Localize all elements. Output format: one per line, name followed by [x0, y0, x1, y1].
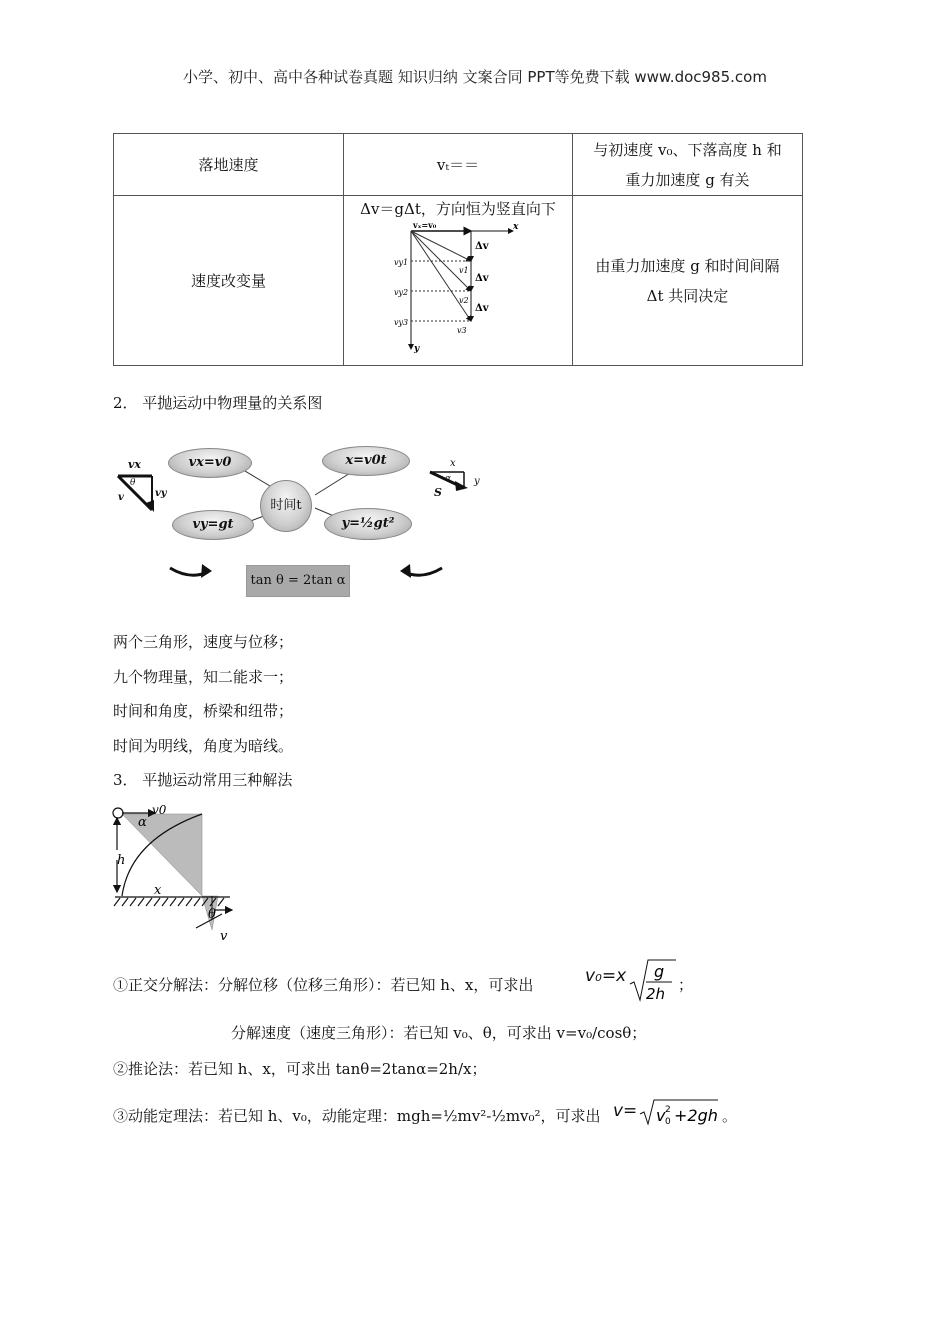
table-row [114, 134, 803, 196]
left-tri-theta: θ [130, 478, 136, 488]
svg-text:vy2: vy2 [394, 288, 409, 297]
page-header: 小学、初中、高中各种试卷真题 知识归纳 文案合同 PPT等免费下载 www.doc985.com [183, 68, 767, 86]
row-formula: Δv＝gΔt，方向恒为竖直向下 [360, 200, 556, 218]
section3-title: 3． 平抛运动常用三种解法 [113, 771, 293, 789]
svg-text:2h: 2h [646, 985, 666, 1003]
svg-text:v1: v1 [459, 266, 469, 275]
label-theta: θ [208, 907, 216, 922]
method3-formula: v= [613, 1101, 638, 1121]
svg-text:0: 0 [665, 1117, 671, 1127]
left-tri-vy: vy [155, 488, 167, 499]
bubble-vy: vy=gt [172, 510, 254, 540]
label-v: v [220, 929, 228, 942]
svg-text:v2: v2 [459, 296, 469, 305]
svg-text:y: y [414, 344, 420, 353]
bubble-time: 时间t [260, 480, 312, 532]
svg-text:vy1: vy1 [394, 258, 409, 267]
sqrt-g-over-2h [628, 956, 678, 1004]
projectile-figure [110, 800, 240, 942]
right-tri-y: y [474, 476, 480, 487]
row-label: 落地速度 [114, 134, 344, 196]
row-note: 由重力加速度 g 和时间间隔 Δt 共同决定 [573, 196, 803, 366]
svg-text:v3: v3 [457, 326, 467, 335]
label-h: h [117, 853, 126, 868]
svg-text:+2gh: +2gh [674, 1106, 718, 1125]
label-x: x [154, 883, 162, 898]
svg-text:Δv: Δv [475, 303, 489, 314]
svg-text:2: 2 [665, 1105, 671, 1115]
svg-text:x: x [513, 222, 519, 232]
velocity-change-diagram [393, 221, 523, 353]
bubble-y: y=½gt² [324, 508, 412, 540]
method3-text: ③动能定理法：若已知 h、v₀，动能定理：mgh=½mv²-½mv₀²，可求出 [113, 1107, 601, 1125]
method1a-end: ； [678, 976, 694, 994]
method1a-formula: v₀=x [585, 966, 627, 986]
verse-line: 九个物理量，知二能求一； [113, 668, 294, 686]
svg-text:Δv: Δv [475, 273, 489, 284]
label-v0: v0 [152, 803, 167, 817]
svg-text:v: v [656, 1106, 666, 1125]
bubble-vx: vx=v0 [168, 448, 252, 478]
velocity-table [113, 133, 803, 366]
tan-relation-box: tan θ = 2tan α [246, 565, 350, 597]
verse-line: 时间为明线，角度为暗线。 [113, 737, 294, 755]
svg-text:vy3: vy3 [394, 318, 409, 327]
row-label: 速度改变量 [114, 196, 344, 366]
section2-title: 2． 平抛运动中物理量的关系图 [113, 394, 323, 412]
right-tri-alpha: α [445, 474, 452, 484]
method2-text: ②推论法：若已知 h、x，可求出 tanθ=2tanα=2h/x； [113, 1060, 487, 1078]
method1a-text: ①正交分解法：分解位移（位移三角形）：若已知 h、x，可求出 [113, 976, 534, 994]
row-formula: vₜ＝＝ [344, 134, 573, 196]
right-tri-s: S [434, 486, 442, 499]
left-tri-v: v [118, 492, 124, 503]
svg-text:g: g [654, 962, 665, 981]
table-row [114, 196, 803, 366]
svg-text:Δv: Δv [475, 241, 489, 252]
bubble-x: x=v0t [322, 446, 410, 476]
verse-line: 两个三角形，速度与位移； [113, 633, 294, 651]
vx-label: vₓ=v₀ [413, 221, 437, 230]
label-alpha: α [138, 815, 147, 830]
verse-line: 时间和角度，桥梁和纽带； [113, 702, 294, 720]
method3-end: 。 [722, 1107, 738, 1125]
sqrt-v0sq-plus-2gh [638, 1096, 720, 1128]
row-formula-cell [344, 196, 573, 366]
right-tri-x: x [450, 458, 456, 469]
method1b-text: 分解速度（速度三角形）：若已知 v₀、θ，可求出 v=v₀/cosθ； [231, 1024, 647, 1042]
row-note: 与初速度 v₀、下落高度 h 和 重力加速度 g 有关 [573, 134, 803, 196]
left-tri-vx: vx [128, 458, 141, 471]
